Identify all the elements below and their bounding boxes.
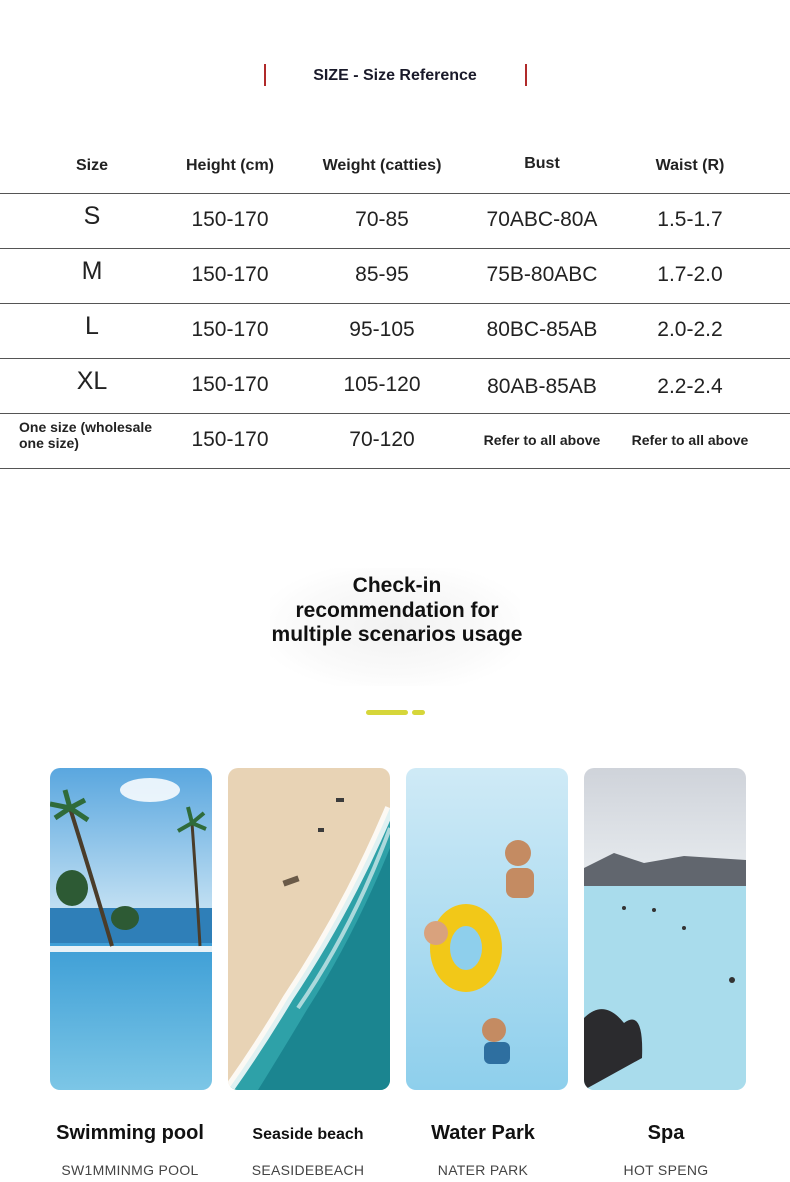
size-cell: XL [76,367,108,395]
table-row [0,248,790,303]
bust-cell: 75B-80ABC [486,263,598,286]
size-cell: One size (wholesale one size) [19,419,153,451]
swimming-pool-image [50,768,212,1090]
bust-cell: Refer to all above [483,432,601,448]
waist-cell: 1.7-2.0 [657,263,723,286]
table-row [0,303,790,358]
bust-cell: 80AB-85AB [487,375,597,398]
accent-dot [412,710,425,715]
bust-cell: 80BC-85AB [486,318,598,341]
checkin-heading: Check-in recommendation for multiple scenarios usage [271,574,523,646]
size-reference-title: SIZE - Size Reference [313,67,477,84]
size-cell: S [83,202,101,230]
weight-cell: 70-120 [349,428,415,451]
size-reference-header [0,62,790,90]
size-cell: M [81,257,103,285]
accent-bar [366,710,408,715]
scenario-subtitle-spa: HOT SPENG [623,1162,709,1178]
bust-cell: 70ABC-80A [486,208,598,231]
table-header-row [0,138,790,193]
height-cell: 150-170 [191,428,269,451]
scenario-title-swimming-pool: Swimming pool [56,1122,204,1144]
column-header-height: Height (cm) [186,157,274,174]
weight-cell: 95-105 [349,318,415,341]
column-header-waist: Waist (R) [655,157,725,174]
table-row [0,358,790,413]
waist-cell: 2.2-2.4 [657,375,723,398]
scenario-subtitle-water-park: NATER PARK [437,1162,529,1178]
waist-cell: 1.5-1.7 [657,208,723,231]
waist-cell: 2.0-2.2 [657,318,723,341]
scenario-subtitle-swimming-pool: SW1MMINMG POOL [61,1162,199,1178]
size-table [0,138,790,469]
height-cell: 150-170 [191,208,269,231]
scenario-title-seaside-beach: Seaside beach [252,1126,364,1143]
table-row [0,413,790,469]
hot-spring-image [584,768,746,1090]
weight-cell: 85-95 [355,263,409,286]
checkin-section [0,568,790,688]
scenario-title-spa: Spa [647,1122,685,1144]
column-header-size: Size [75,157,108,174]
weight-cell: 70-85 [355,208,409,231]
scenario-subtitle-seaside-beach: SEASIDEBEACH [251,1162,365,1178]
column-header-weight: Weight (catties) [322,157,442,174]
seaside-beach-image [228,768,390,1090]
height-cell: 150-170 [191,318,269,341]
height-cell: 150-170 [191,263,269,286]
table-row [0,193,790,248]
height-cell: 150-170 [191,373,269,396]
scenario-title-water-park: Water Park [431,1122,535,1144]
water-park-image [406,768,568,1090]
column-header-bust: Bust [524,155,560,172]
weight-cell: 105-120 [343,373,421,396]
header-divider-right [525,64,527,86]
waist-cell: Refer to all above [631,432,749,448]
size-cell: L [85,312,99,340]
